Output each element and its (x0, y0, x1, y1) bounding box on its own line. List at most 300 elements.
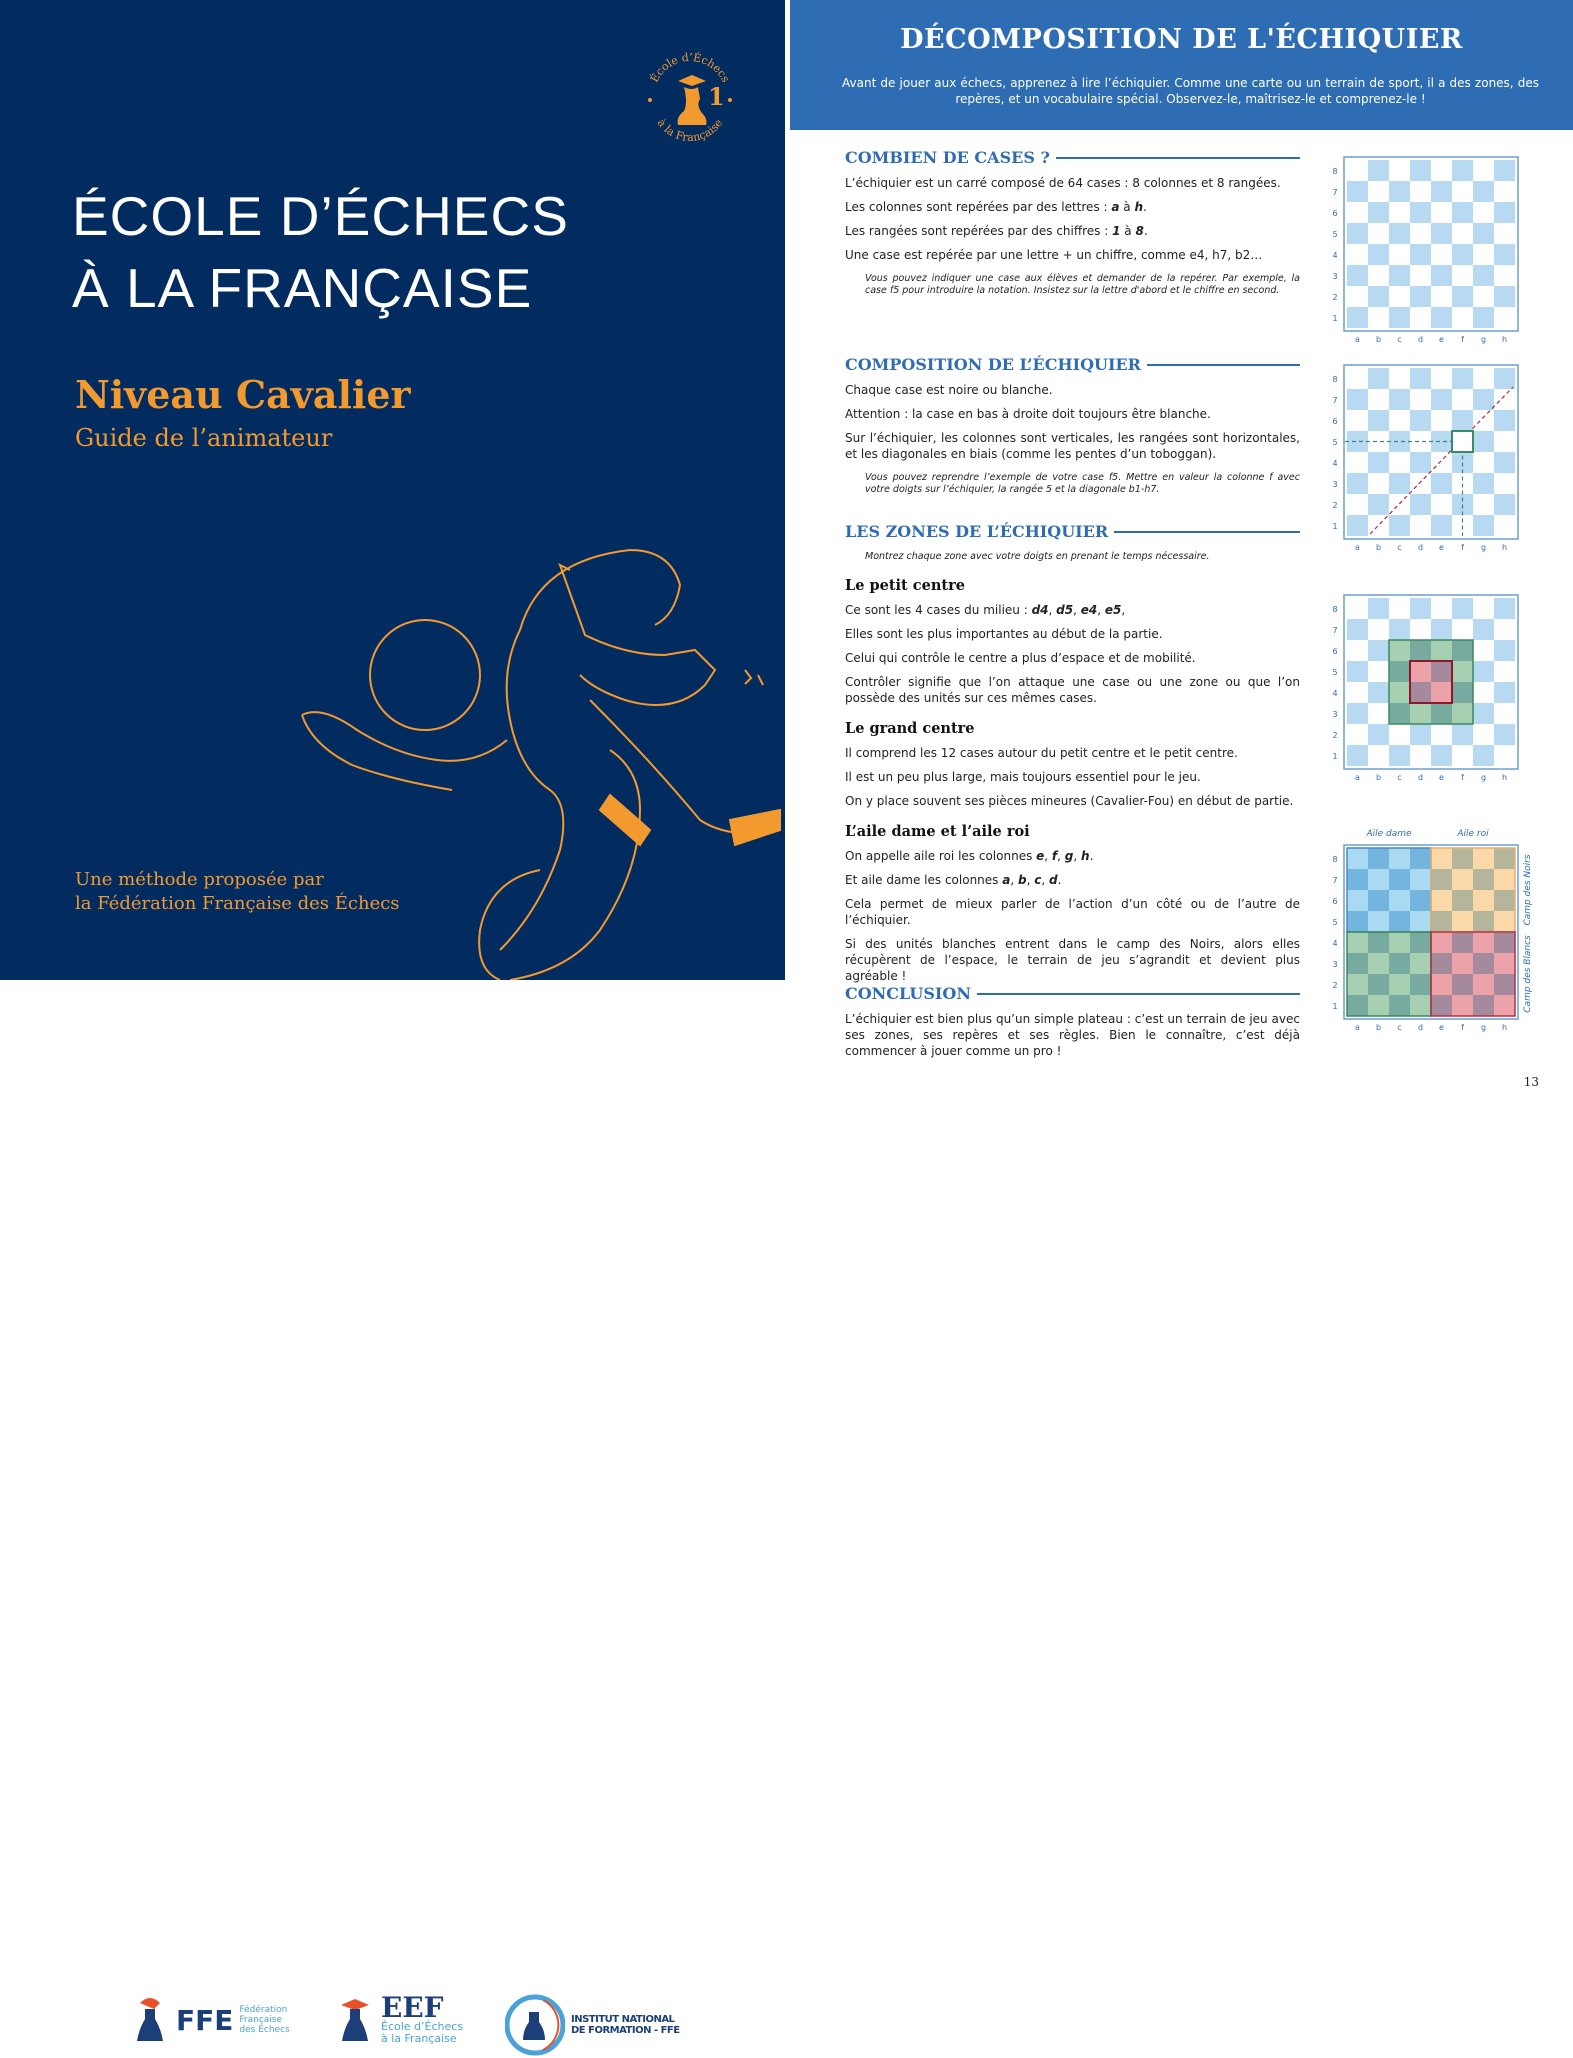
text-segment: L’échiquier est un carré composé de 64 cases : 8 colonnes et 8 rangées. (845, 176, 1281, 190)
board-square (1347, 869, 1368, 890)
chessboard-diagram-lines (1330, 360, 1530, 555)
text-segment: à (1120, 224, 1136, 238)
method-line: la Fédération Française des Échecs (75, 893, 400, 914)
rank-label: 1 (1332, 752, 1338, 761)
file-label: g (1480, 543, 1487, 552)
paragraph (845, 674, 1300, 706)
board-square (1494, 431, 1515, 452)
page-title: DÉCOMPOSITION DE L'ÉCHIQUIER (900, 24, 1463, 55)
board-square (1431, 869, 1452, 890)
board-square (1347, 724, 1368, 745)
eef-logo (335, 1991, 464, 2045)
text-segment: . (1089, 849, 1094, 863)
text-segment: Elles sont les plus importantes au début de la partie. (845, 627, 1163, 641)
intro-text: Avant de jouer aux échecs, apprenez à lire l’échiquier. Comme une carte ou un terrain de sport, il a des zones, des repères, et un vocabulaire spécial. Observez-le, maîtrisez-le et comprenez-le ! (842, 76, 1539, 106)
board-square (1494, 932, 1515, 953)
text-segment: 1 (1112, 224, 1121, 238)
board-square (1410, 890, 1431, 911)
paragraph (845, 872, 1300, 888)
board-square (1452, 223, 1473, 244)
board-square (1410, 410, 1431, 431)
board-square (1452, 745, 1473, 766)
text-segment: e (1036, 849, 1045, 863)
rank-label: 5 (1332, 230, 1338, 239)
text-segment: Les rangées sont repérées par des chiffres : (845, 224, 1113, 238)
highlighted-square (1452, 431, 1473, 452)
board-square (1494, 682, 1515, 703)
board-square (1410, 452, 1431, 473)
board-square (1368, 244, 1389, 265)
board-square (1452, 890, 1473, 911)
board-square (1473, 869, 1494, 890)
text-segment: 8 (1135, 224, 1144, 238)
board-square (1389, 286, 1410, 307)
board-square (1347, 619, 1368, 640)
board-square (1389, 223, 1410, 244)
board-square (1389, 265, 1410, 286)
animator-note (865, 551, 1300, 563)
cover-page (0, 0, 785, 980)
board-square (1431, 431, 1452, 452)
board-square (1431, 932, 1452, 953)
board-square (1494, 244, 1515, 265)
file-label: d (1417, 1023, 1424, 1032)
board-square (1494, 473, 1515, 494)
board-square (1473, 661, 1494, 682)
board-square (1347, 598, 1368, 619)
text-segment: Le petit centre (845, 577, 965, 594)
board-square (1494, 410, 1515, 431)
board-square (1368, 473, 1389, 494)
paragraph (845, 406, 1300, 422)
chessboard-diagram-basic (1330, 152, 1530, 347)
board-square (1368, 307, 1389, 328)
paragraph (845, 745, 1300, 761)
paragraph (845, 175, 1300, 191)
board-square (1473, 619, 1494, 640)
board-square (1473, 452, 1494, 473)
board-square (1494, 703, 1515, 724)
text-segment: h (1081, 849, 1090, 863)
text-segment: à (1119, 200, 1135, 214)
text-segment: Vous pouvez indiquer une case aux élèves et demander de la repérer. Par exemple, la case f5 pour introduire la notation. Insistez sur la lettre d'abord et le chiffre en second. (865, 273, 1300, 296)
board-square (1368, 389, 1389, 410)
file-label: c (1397, 773, 1402, 782)
board-square (1389, 452, 1410, 473)
board-square (1410, 682, 1431, 703)
board-square (1431, 410, 1452, 431)
board-square (1389, 869, 1410, 890)
paragraph (845, 1011, 1300, 1059)
board-square (1368, 598, 1389, 619)
ecole-badge-logo (640, 45, 740, 145)
title-line: À LA FRANÇAISE (72, 257, 533, 319)
logo-name: FFE (176, 2003, 234, 2037)
board-square (1494, 745, 1515, 766)
board-square (1389, 160, 1410, 181)
file-label: f (1461, 543, 1464, 552)
text-segment: , (1010, 873, 1018, 887)
board-square (1410, 953, 1431, 974)
board-square (1494, 389, 1515, 410)
board-square (1473, 160, 1494, 181)
paragraph (845, 936, 1300, 984)
board-square (1368, 640, 1389, 661)
paragraph (845, 199, 1300, 215)
text-segment: , (1026, 873, 1035, 887)
file-label: f (1461, 1023, 1464, 1032)
board-square (1368, 703, 1389, 724)
rank-label: 2 (1332, 731, 1338, 740)
logo-text: EEF École d’Échecs à la Française (381, 1991, 464, 2045)
board-square (1347, 389, 1368, 410)
rank-label: 4 (1332, 939, 1338, 948)
board-square (1389, 368, 1410, 389)
file-label: d (1417, 543, 1424, 552)
rank-label: 1 (1332, 1002, 1338, 1011)
board-square (1452, 869, 1473, 890)
board-square (1389, 724, 1410, 745)
text-segment: On appelle aile roi les colonnes (845, 849, 1037, 863)
board-square (1452, 724, 1473, 745)
text-segment: d5 (1056, 603, 1074, 617)
board-square (1410, 223, 1431, 244)
paragraph (845, 430, 1300, 462)
ffe-logo (130, 1995, 290, 2045)
board-square (1389, 682, 1410, 703)
board-square (1494, 202, 1515, 223)
board-square (1389, 640, 1410, 661)
board-square (1473, 953, 1494, 974)
board-square (1410, 598, 1431, 619)
board-square (1473, 181, 1494, 202)
text-segment: Vous pouvez reprendre l’exemple de votre case f5. Mettre en valeur la colonne f avec votre doigts sur l’échiquier, la rangée 5 et la diagonale b1-h7. (865, 472, 1300, 495)
chessboard-diagram-wings (1330, 822, 1545, 1032)
board-square (1494, 223, 1515, 244)
board-square (1452, 640, 1473, 661)
board-square (1347, 745, 1368, 766)
board-square (1473, 202, 1494, 223)
paragraph (845, 223, 1300, 239)
rank-label: 1 (1332, 522, 1338, 531)
board-square (1368, 974, 1389, 995)
board-square (1410, 286, 1431, 307)
board-square (1452, 932, 1473, 953)
rank-label: 7 (1332, 876, 1338, 885)
paragraph (845, 650, 1300, 666)
board-square (1347, 682, 1368, 703)
board-square (1494, 368, 1515, 389)
title-line: ÉCOLE D’ÉCHECS (72, 185, 569, 247)
subheading (845, 577, 1300, 594)
board-square (1431, 911, 1452, 932)
text-segment: , (1048, 603, 1057, 617)
camp-label: Camp des Blancs (1523, 935, 1533, 1013)
board-square (1389, 932, 1410, 953)
section-heading: LES ZONES DE L’ÉCHIQUIER (845, 522, 1300, 541)
board-square (1452, 410, 1473, 431)
file-label: h (1501, 543, 1508, 552)
board-square (1473, 265, 1494, 286)
board-square (1410, 869, 1431, 890)
board-square (1347, 640, 1368, 661)
board-square (1431, 953, 1452, 974)
board-square (1494, 640, 1515, 661)
board-square (1347, 265, 1368, 286)
board-square (1473, 911, 1494, 932)
board-square (1368, 953, 1389, 974)
board-square (1473, 431, 1494, 452)
board-square (1347, 286, 1368, 307)
board-square (1452, 682, 1473, 703)
page-header (790, 0, 1573, 130)
board-square (1452, 703, 1473, 724)
rank-label: 7 (1332, 626, 1338, 635)
board-square (1368, 911, 1389, 932)
rank-label: 6 (1332, 209, 1338, 218)
board-square (1494, 911, 1515, 932)
board-square (1410, 661, 1431, 682)
board-square (1452, 389, 1473, 410)
text-segment: Montrez chaque zone avec votre doigts en prenant le temps nécessaire. (865, 551, 1210, 562)
rank-label: 3 (1332, 710, 1338, 719)
text-segment: . (1143, 200, 1147, 214)
board-square (1494, 869, 1515, 890)
board-square (1410, 974, 1431, 995)
board-square (1494, 265, 1515, 286)
board-square (1431, 661, 1452, 682)
board-square (1389, 202, 1410, 223)
board-square (1389, 598, 1410, 619)
board-square (1431, 265, 1452, 286)
board-square (1473, 389, 1494, 410)
board-square (1347, 932, 1368, 953)
board-square (1410, 368, 1431, 389)
board-square (1368, 745, 1389, 766)
board-square (1368, 890, 1389, 911)
rank-label: 2 (1332, 501, 1338, 510)
board-square (1494, 515, 1515, 536)
board-square (1368, 202, 1389, 223)
board-square (1347, 515, 1368, 536)
board-square (1347, 890, 1368, 911)
file-label: a (1355, 1023, 1360, 1032)
text-segment: Et aile dame les colonnes (845, 873, 1003, 887)
file-label: f (1461, 335, 1464, 344)
file-label: d (1417, 335, 1424, 344)
rank-label: 1 (1332, 314, 1338, 323)
file-label: e (1439, 543, 1444, 552)
subheading (845, 823, 1300, 840)
board-square (1473, 368, 1494, 389)
board-square (1368, 869, 1389, 890)
board-square (1347, 452, 1368, 473)
rank-label: 2 (1332, 293, 1338, 302)
board-square (1431, 890, 1452, 911)
board-square (1431, 223, 1452, 244)
board-square (1452, 974, 1473, 995)
board-square (1368, 431, 1389, 452)
board-square (1473, 890, 1494, 911)
text-segment: Contrôler signifie que l’on attaque une case ou une zone ou que l’on possède des unités sur ces mêmes cases. (845, 675, 1300, 705)
guide-subtitle: Guide de l’animateur (75, 424, 333, 452)
chessboard-diagram-center (1330, 590, 1530, 785)
board-square (1473, 515, 1494, 536)
svg-text:École d’Échecs: École d’Échecs (647, 50, 733, 85)
board-square (1452, 286, 1473, 307)
file-label: c (1397, 1023, 1402, 1032)
institut-logo (505, 1992, 680, 2058)
board-square (1431, 202, 1452, 223)
paragraph (845, 848, 1300, 864)
paragraph (845, 769, 1300, 785)
page-number: 13 (1523, 1075, 1539, 1089)
board-square (1452, 160, 1473, 181)
board-square (1494, 286, 1515, 307)
text-segment: On y place souvent ses pièces mineures (Cavalier-Fou) en début de partie. (845, 794, 1294, 808)
board-square (1494, 160, 1515, 181)
board-square (1368, 932, 1389, 953)
method-line: Une méthode proposée par (75, 869, 324, 890)
rank-label: 8 (1332, 855, 1338, 864)
text-segment: d (1049, 873, 1058, 887)
text-segment: , (1041, 873, 1049, 887)
file-label: e (1439, 1023, 1444, 1032)
board-square (1410, 619, 1431, 640)
board-square (1452, 848, 1473, 869)
board-square (1347, 244, 1368, 265)
rank-label: 3 (1332, 960, 1338, 969)
board-square (1431, 389, 1452, 410)
board-square (1368, 160, 1389, 181)
level-title: Niveau Cavalier (75, 372, 411, 417)
board-square (1410, 995, 1431, 1016)
board-square (1494, 848, 1515, 869)
graduate-pawn-icon (335, 1995, 375, 2045)
board-square (1347, 473, 1368, 494)
board-square (1452, 368, 1473, 389)
board-square (1431, 181, 1452, 202)
text-segment: . (1143, 224, 1148, 238)
board-square (1347, 974, 1368, 995)
rank-label: 6 (1332, 417, 1338, 426)
section-composition (845, 355, 1300, 496)
file-label: a (1355, 335, 1360, 344)
board-square (1368, 848, 1389, 869)
section-combien-de-cases (845, 148, 1300, 297)
board-square (1473, 995, 1494, 1016)
board-square (1368, 995, 1389, 1016)
board-square (1410, 307, 1431, 328)
rank-label: 6 (1332, 647, 1338, 656)
board-square (1389, 745, 1410, 766)
board-square (1410, 265, 1431, 286)
file-label: e (1439, 335, 1444, 344)
logo-caption: Fédération Française des Échecs (239, 2005, 290, 2035)
board-square (1431, 619, 1452, 640)
text-segment: , (1044, 849, 1052, 863)
board-square (1368, 181, 1389, 202)
board-square (1473, 703, 1494, 724)
board-square (1473, 848, 1494, 869)
text-segment: e5 (1104, 603, 1122, 617)
board-square (1410, 389, 1431, 410)
text-segment: , (1057, 849, 1065, 863)
board-square (1389, 953, 1410, 974)
board-square (1389, 307, 1410, 328)
board-square (1473, 682, 1494, 703)
text-segment: Il comprend les 12 cases autour du petit centre et le petit centre. (845, 746, 1238, 760)
rank-label: 5 (1332, 668, 1338, 677)
section-heading: COMBIEN DE CASES ? (845, 148, 1300, 167)
rank-label: 3 (1332, 272, 1338, 281)
board-square (1347, 911, 1368, 932)
board-square (1452, 598, 1473, 619)
board-square (1494, 661, 1515, 682)
mascot-illustration (290, 540, 785, 980)
board-square (1473, 745, 1494, 766)
paragraph (845, 793, 1300, 809)
board-square (1452, 619, 1473, 640)
board-square (1494, 307, 1515, 328)
rank-label: 8 (1332, 375, 1338, 384)
board-square (1410, 515, 1431, 536)
board-square (1389, 181, 1410, 202)
text-segment: Sur l’échiquier, les colonnes sont verticales, les rangées sont horizontales, et les diagonales en biais (comme les pentes d’un toboggan). (845, 431, 1300, 461)
board-square (1347, 307, 1368, 328)
rank-label: 8 (1332, 605, 1338, 614)
board-square (1368, 682, 1389, 703)
rank-label: 3 (1332, 480, 1338, 489)
board-square (1494, 974, 1515, 995)
board-square (1410, 703, 1431, 724)
board-square (1347, 202, 1368, 223)
text-segment: Il est un peu plus large, mais toujours essentiel pour le jeu. (845, 770, 1201, 784)
board-square (1347, 160, 1368, 181)
rank-label: 8 (1332, 167, 1338, 176)
board-square (1452, 202, 1473, 223)
svg-text:1: 1 (708, 82, 725, 111)
file-label: h (1501, 335, 1508, 344)
board-square (1431, 682, 1452, 703)
file-label: g (1480, 773, 1487, 782)
board-square (1368, 368, 1389, 389)
board-square (1494, 494, 1515, 515)
text-segment: , (1073, 849, 1082, 863)
board-square (1452, 181, 1473, 202)
board-square (1389, 974, 1410, 995)
file-label: h (1501, 773, 1508, 782)
board-square (1389, 473, 1410, 494)
board-square (1494, 995, 1515, 1016)
board-square (1473, 932, 1494, 953)
board-square (1473, 598, 1494, 619)
board-square (1431, 995, 1452, 1016)
board-square (1473, 494, 1494, 515)
text-segment: b (1018, 873, 1027, 887)
board-square (1431, 745, 1452, 766)
text-segment: Ce sont les 4 cases du milieu : (845, 603, 1032, 617)
board-square (1473, 473, 1494, 494)
file-label: c (1397, 335, 1402, 344)
paragraph (845, 382, 1300, 398)
text-segment: , (1097, 603, 1105, 617)
board-square (1347, 431, 1368, 452)
file-label: d (1417, 773, 1424, 782)
board-square (1410, 932, 1431, 953)
board-square (1431, 368, 1452, 389)
text-segment: Celui qui contrôle le centre a plus d’espace et de mobilité. (845, 651, 1196, 665)
